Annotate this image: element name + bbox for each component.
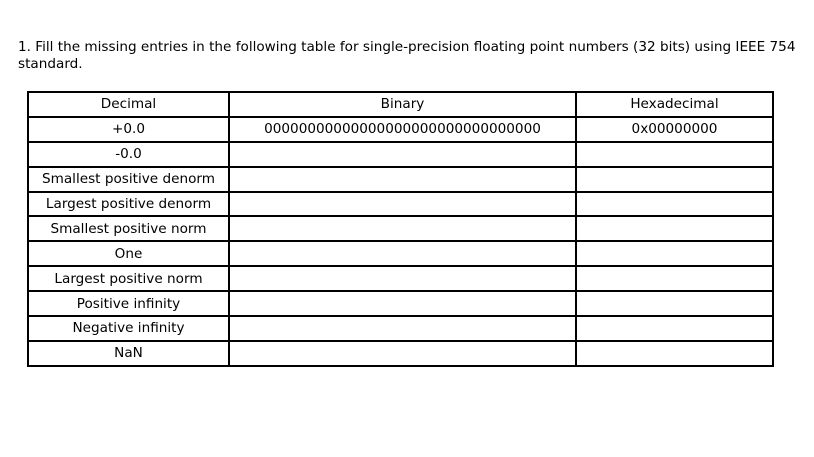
table-row — [28, 117, 773, 142]
cell-binary — [229, 266, 576, 291]
cell-binary — [229, 291, 576, 316]
cell-decimal: Smallest positive norm — [28, 216, 229, 241]
cell-decimal: Largest positive norm — [28, 266, 229, 291]
ieee754-table — [27, 91, 774, 367]
cell-hex — [576, 266, 773, 291]
cell-binary — [229, 341, 576, 366]
table-row — [28, 192, 773, 217]
header-decimal: Decimal — [28, 92, 229, 117]
table-row — [28, 216, 773, 241]
cell-binary — [229, 316, 576, 341]
cell-binary — [229, 192, 576, 217]
table-row — [28, 167, 773, 192]
cell-hex — [576, 241, 773, 266]
table-row — [28, 266, 773, 291]
cell-decimal: -0.0 — [28, 142, 229, 167]
cell-decimal: Smallest positive denorm — [28, 167, 229, 192]
cell-binary: 00000000000000000000000000000000 — [229, 117, 576, 142]
cell-binary — [229, 216, 576, 241]
table-header-row — [28, 92, 773, 117]
cell-decimal: Largest positive denorm — [28, 192, 229, 217]
table-row — [28, 316, 773, 341]
cell-binary — [229, 241, 576, 266]
cell-hex: 0x00000000 — [576, 117, 773, 142]
cell-binary — [229, 167, 576, 192]
table-row — [28, 142, 773, 167]
cell-hex — [576, 341, 773, 366]
question-text: 1. Fill the missing entries in the following table for single-precision floating point numbers (32 bits) using IEEE 754 standard. — [18, 39, 796, 72]
cell-hex — [576, 316, 773, 341]
cell-hex — [576, 192, 773, 217]
cell-decimal: Positive infinity — [28, 291, 229, 316]
cell-hex — [576, 167, 773, 192]
table-row — [28, 341, 773, 366]
cell-hex — [576, 216, 773, 241]
header-hexadecimal: Hexadecimal — [576, 92, 773, 117]
cell-binary — [229, 142, 576, 167]
cell-decimal: NaN — [28, 341, 229, 366]
header-binary: Binary — [229, 92, 576, 117]
cell-decimal: One — [28, 241, 229, 266]
cell-decimal: Negative infinity — [28, 316, 229, 341]
table-row — [28, 241, 773, 266]
table-row — [28, 291, 773, 316]
cell-hex — [576, 142, 773, 167]
cell-decimal: +0.0 — [28, 117, 229, 142]
cell-hex — [576, 291, 773, 316]
